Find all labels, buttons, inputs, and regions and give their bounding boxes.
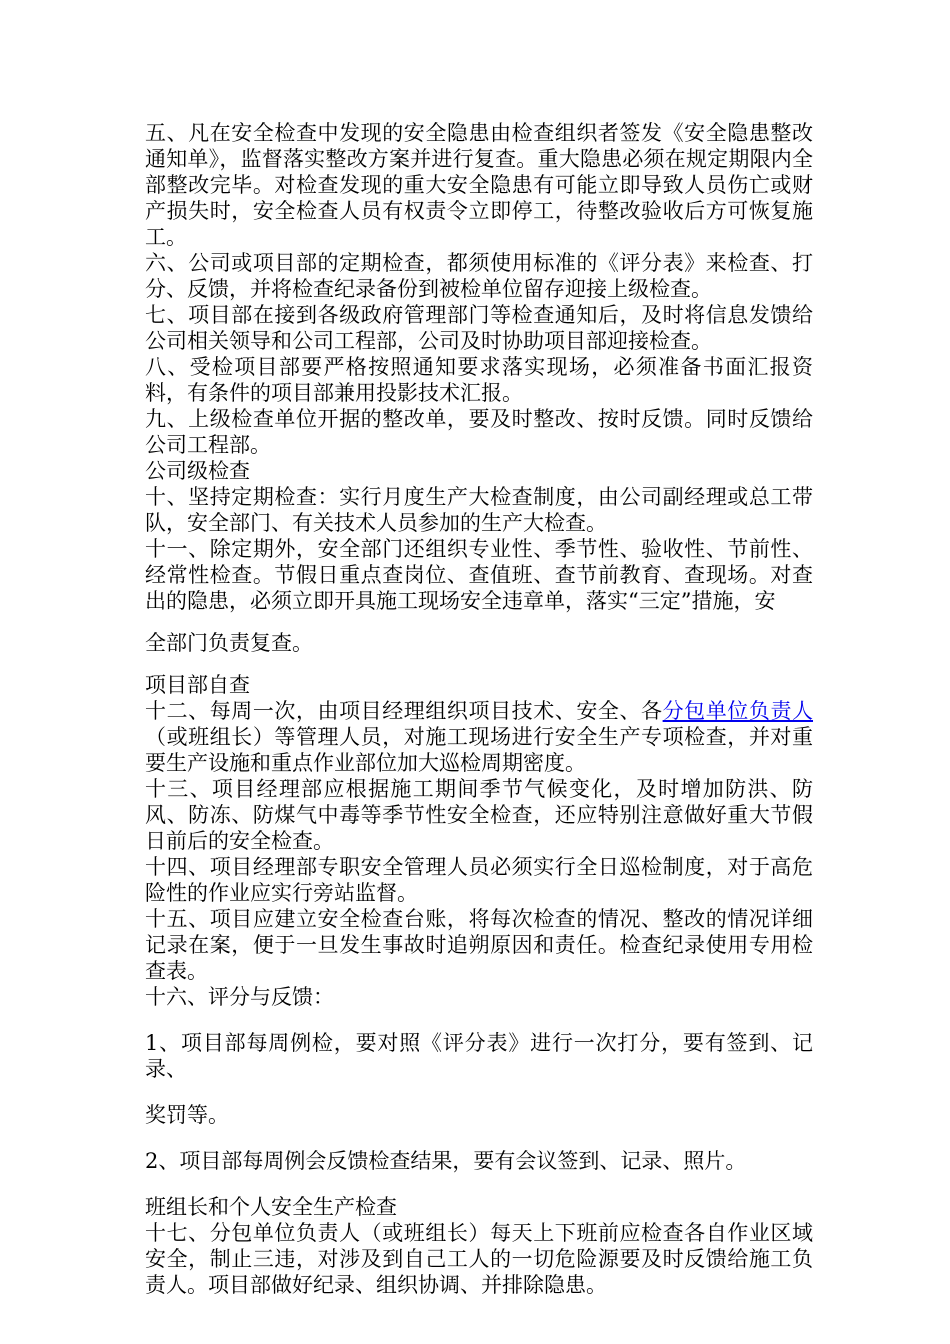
paragraph-8: 八、受检项目部要严格按照通知要求落实现场，必须准备书面汇报资料，有条件的项目部兼用投影技术汇报。 xyxy=(145,355,813,405)
paragraph-16-item-1-cont: 奖罚等。 xyxy=(145,1103,229,1127)
paragraph-16: 十六、评分与反馈： xyxy=(145,985,334,1009)
subcontractor-link[interactable]: 分包单位负责人 xyxy=(662,699,814,723)
paragraph-11-cont: 全部门负责复查。 xyxy=(145,631,313,655)
paragraph-7: 七、项目部在接到各级政府管理部门等检查通知后，及时将信息发馈给公司相关领导和公司工程部，公司及时协助项目部迎接检查。 xyxy=(145,303,813,353)
paragraph-12-post: （或班组长）等管理人员，对施工现场进行安全生产专项检查，并对重要生产设施和重点作业部位加大巡检周期密度。 xyxy=(145,725,813,775)
paragraph-13: 十三、项目经理部应根据施工期间季节气候变化，及时增加防洪、防风、防冻、防煤气中毒等季节性安全检查，还应特别注意做好重大节假日前后的安全检查。 xyxy=(145,777,813,853)
heading-project-check: 项目部自查 xyxy=(145,673,250,697)
document-body xyxy=(145,120,813,1298)
paragraph-14: 十四、项目经理部专职安全管理人员必须实行全日巡检制度，对于高危险性的作业应实行旁站监督。 xyxy=(145,855,813,905)
heading-company-check: 公司级检查 xyxy=(145,459,250,483)
paragraph-16-item-2: 2、项目部每周例会反馈检查结果，要有会议签到、记录、照片。 xyxy=(145,1149,747,1173)
paragraph-5: 五、凡在安全检查中发现的安全隐患由检查组织者签发《安全隐患整改通知单》，监督落实整改方案并进行复查。重大隐患必须在规定期限内全部整改完毕。对检查发现的重大安全隐患有可能立即导致人员伤亡或财产损失时，安全检查人员有权责令立即停工，待整改验收后方可恢复施工。 xyxy=(145,121,813,249)
paragraph-12 xyxy=(145,698,813,776)
paragraph-12-pre: 十二、每周一次，由项目经理组织项目技术、安全、各 xyxy=(145,699,663,723)
paragraph-10: 十、坚持定期检查：实行月度生产大检查制度，由公司副经理或总工带队，安全部门、有关技术人员参加的生产大检查。 xyxy=(145,485,813,535)
paragraph-17: 十七、分包单位负责人（或班组长）每天上下班前应检查各自作业区域安全，制止三违，对涉及到自己工人的一切危险源要及时反馈给施工负责人。项目部做好纪录、组织协调、并排除隐患。 xyxy=(145,1221,813,1297)
paragraph-6: 六、公司或项目部的定期检查，都须使用标准的《评分表》来检查、打分、反馈，并将检查纪录备份到被检单位留存迎接上级检查。 xyxy=(145,251,813,301)
heading-team-check: 班组长和个人安全生产检查 xyxy=(145,1195,397,1219)
paragraph-11: 十一、除定期外，安全部门还组织专业性、季节性、验收性、节前性、经常性检查。节假日重点查岗位、查值班、查节前教育、查现场。对查出的隐患，必须立即开具施工现场安全违章单，落实“三定”措施，安 xyxy=(145,537,813,613)
paragraph-9: 九、上级检查单位开据的整改单，要及时整改、按时反馈。同时反馈给公司工程部。 xyxy=(145,407,813,457)
paragraph-16-item-1: 1、项目部每周例检，要对照《评分表》进行一次打分，要有签到、记录、 xyxy=(145,1031,813,1081)
paragraph-15: 十五、项目应建立安全检查台账，将每次检查的情况、整改的情况详细记录在案，便于一旦发生事故时追朔原因和责任。检查纪录使用专用检查表。 xyxy=(145,907,813,983)
